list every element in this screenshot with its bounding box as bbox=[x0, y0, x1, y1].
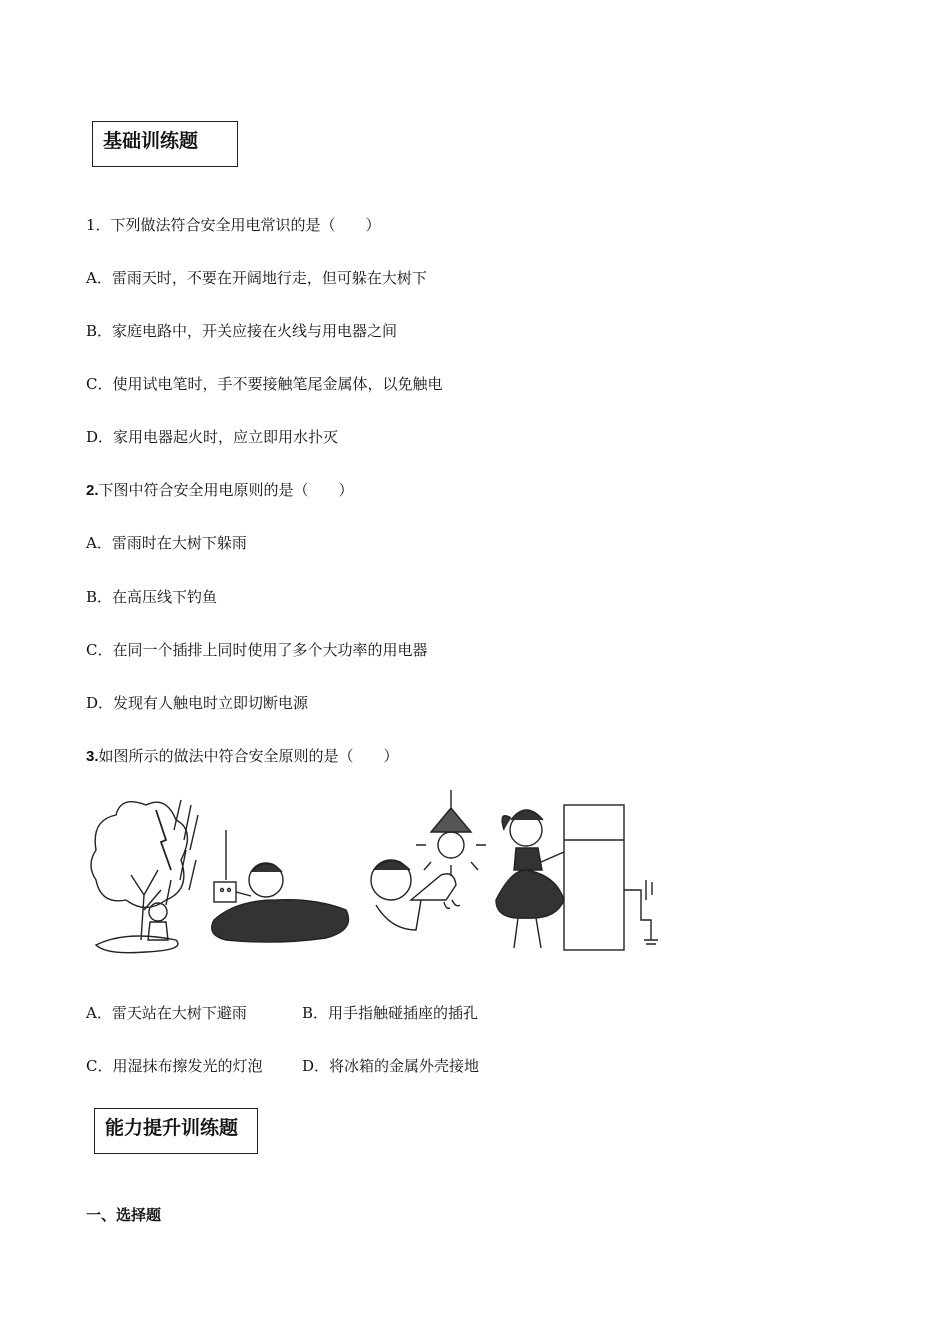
question-3-options-row1 bbox=[86, 1002, 478, 1023]
question-3-option-c: C．用湿抹布擦发光的灯泡 bbox=[86, 1057, 263, 1075]
scene-child-socket bbox=[212, 830, 349, 942]
question-3-illustration bbox=[86, 790, 666, 960]
scene-grounded-fridge bbox=[496, 805, 658, 950]
question-3-text: 如图所示的做法中符合安全原则的是（ ） bbox=[98, 747, 399, 765]
question-2-stem bbox=[86, 479, 354, 500]
question-3-stem bbox=[86, 745, 399, 766]
question-1-option-a: A．雷雨天时，不要在开阔地行走，但可躲在大树下 bbox=[86, 269, 427, 287]
question-1-option-c: C．使用试电笔时，手不要接触笔尾金属体，以免触电 bbox=[86, 375, 443, 393]
question-3-option-d: D．将冰箱的金属外壳接地 bbox=[302, 1057, 480, 1075]
part-1-title: 一、选择题 bbox=[86, 1206, 162, 1224]
question-2-option-a: A．雷雨时在大树下躲雨 bbox=[86, 534, 247, 552]
question-3-options-row2 bbox=[86, 1055, 479, 1076]
question-2-option-c: C．在同一个插排上同时使用了多个大功率的用电器 bbox=[86, 641, 428, 659]
question-2-number: 2. bbox=[86, 482, 99, 499]
section-title-advanced-text: 能力提升训练题 bbox=[105, 1117, 239, 1139]
question-3-option-a: A．雷天站在大树下避雨 bbox=[86, 1004, 247, 1022]
question-3-number: 3. bbox=[86, 748, 99, 765]
question-3-option-b: B．用手指触碰插座的插孔 bbox=[302, 1004, 479, 1022]
question-2-option-d: D．发现有人触电时立即切断电源 bbox=[86, 694, 309, 712]
question-2-option-b: B．在高压线下钓鱼 bbox=[86, 588, 218, 606]
question-1-stem: 1．下列做法符合安全用电常识的是（ ） bbox=[86, 216, 381, 234]
section-title-basic-text: 基础训练题 bbox=[103, 130, 199, 152]
question-1-option-d: D．家用电器起火时，应立即用水扑灭 bbox=[86, 428, 339, 446]
section-title-basic bbox=[92, 121, 238, 167]
question-1-option-b: B．家庭电路中，开关应接在火线与用电器之间 bbox=[86, 322, 398, 340]
question-2-text: 下图中符合安全用电原则的是（ ） bbox=[98, 481, 354, 499]
scene-wet-cloth-lamp bbox=[371, 790, 486, 930]
scene-tree-in-rain bbox=[91, 800, 198, 953]
section-title-advanced bbox=[94, 1108, 258, 1154]
